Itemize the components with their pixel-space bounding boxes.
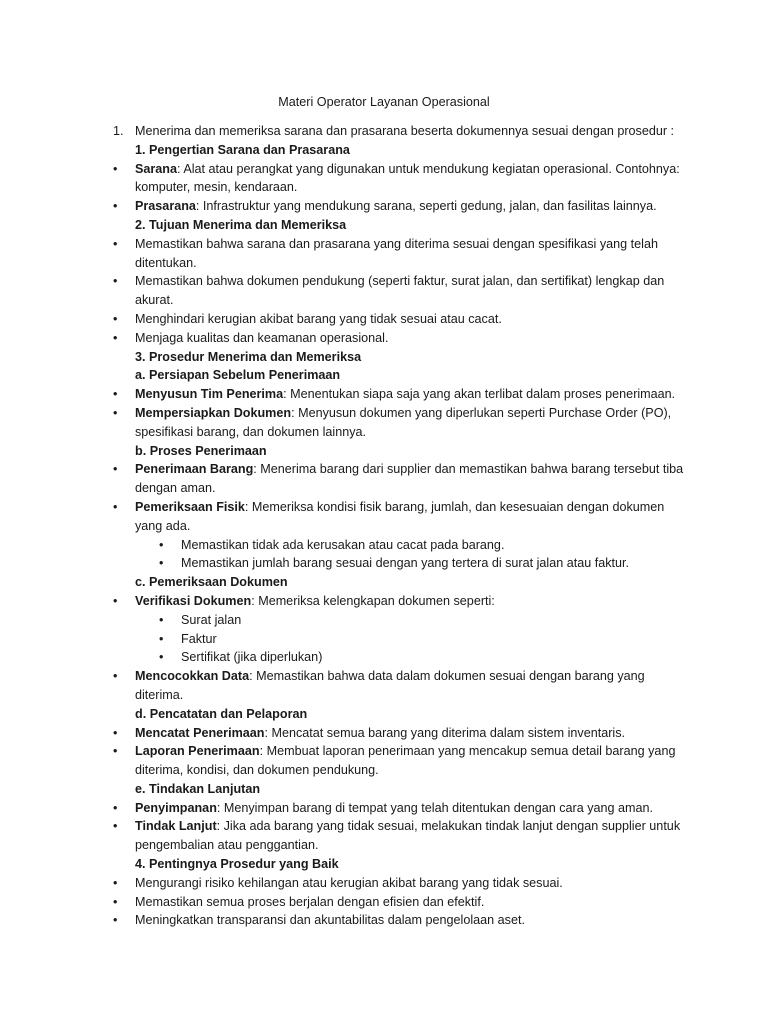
item-text: : Memastikan bahwa data dalam dokumen sesuai dengan barang yang diterima. — [135, 669, 645, 702]
list-item — [0, 385, 768, 404]
term-label: Penyimpanan — [135, 800, 217, 815]
list-item — [0, 742, 768, 780]
bullet-marker: • — [113, 499, 118, 514]
section-heading — [0, 366, 768, 385]
sub-list-item — [0, 630, 768, 649]
item-text: : Membuat laporan penerimaan yang mencakup semua detail barang yang diterima, kondisi, dan dokumen pendukung. — [135, 744, 676, 778]
heading-text: c. Pemeriksaan Dokumen — [135, 575, 288, 590]
document-body — [0, 122, 768, 930]
item-text: Surat jalan — [181, 612, 242, 627]
bullet-marker: • — [113, 330, 118, 345]
bullet-marker: • — [113, 199, 118, 214]
list-item — [0, 235, 768, 273]
item-text: : Jika ada barang yang tidak sesuai, melakukan tindak lanjut dengan supplier untuk pengembalian atau penggantian. — [135, 819, 681, 853]
bullet-marker: • — [113, 236, 118, 251]
list-item — [0, 197, 768, 216]
section-heading — [0, 705, 768, 724]
term-label: Verifikasi Dokumen — [135, 593, 252, 608]
document-title: Materi Operator Layanan Operasional — [278, 95, 490, 109]
bullet-marker: • — [113, 462, 118, 477]
term-label: Mempersiapkan Dokumen — [135, 405, 292, 420]
bullet-marker: • — [113, 800, 118, 815]
bullet-marker: • — [113, 405, 118, 420]
item-text: Memastikan jumlah barang sesuai dengan yang tertera di surat jalan atau faktur. — [181, 556, 630, 571]
item-text: : Menerima barang dari supplier dan memastikan bahwa barang tersebut tiba dengan aman. — [135, 462, 684, 496]
bullet-marker: • — [113, 875, 118, 890]
list-item — [0, 799, 768, 818]
item-text: Menghindari kerugian akibat barang yang tidak sesuai atau cacat. — [135, 311, 502, 326]
bullet-marker: • — [113, 669, 118, 684]
list-item — [0, 160, 768, 198]
list-item — [0, 817, 768, 855]
section-heading — [0, 141, 768, 160]
item-text: : Alat atau perangkat yang digunakan untuk mendukung kegiatan operasional. Contohnya: komputer, mesin, kendaraan. — [135, 161, 680, 195]
item-text: Memastikan tidak ada kerusakan atau cacat pada barang. — [181, 537, 505, 552]
section-heading — [0, 573, 768, 592]
item-text: : Memeriksa kelengkapan dokumen seperti: — [251, 593, 495, 608]
item-text: : Infrastruktur yang mendukung sarana, seperti gedung, jalan, dan fasilitas lainnya. — [195, 199, 657, 214]
bullet-marker: • — [159, 556, 164, 571]
section-heading — [0, 780, 768, 799]
heading-text: 4. Pentingnya Prosedur yang Baik — [135, 857, 339, 872]
list-item — [0, 874, 768, 893]
term-label: Sarana — [135, 161, 178, 176]
bullet-marker: • — [113, 593, 118, 608]
term-label: Tindak Lanjut — [135, 819, 217, 834]
heading-text: b. Proses Penerimaan — [135, 443, 267, 458]
list-item — [0, 911, 768, 930]
item-text: Menerima dan memeriksa sarana dan prasarana beserta dokumennya sesuai dengan prosedur : — [135, 124, 675, 138]
section-heading — [0, 855, 768, 874]
list-item — [0, 404, 768, 442]
list-item — [0, 592, 768, 611]
term-label: Penerimaan Barang — [135, 462, 254, 477]
list-item — [0, 310, 768, 329]
sub-list-item — [0, 611, 768, 630]
term-label: Mencatat Penerimaan — [135, 725, 265, 740]
heading-text: 2. Tujuan Menerima dan Memeriksa — [135, 217, 347, 232]
list-item — [0, 893, 768, 912]
bullet-marker: • — [113, 725, 118, 740]
item-text: Faktur — [181, 631, 217, 646]
heading-text: d. Pencatatan dan Pelaporan — [135, 706, 308, 721]
item-text: Meningkatkan transparansi dan akuntabilitas dalam pengelolaan aset. — [135, 913, 525, 928]
heading-text: e. Tindakan Lanjutan — [135, 781, 261, 796]
heading-text: 3. Prosedur Menerima dan Memeriksa — [135, 349, 362, 364]
bullet-marker: • — [113, 819, 118, 834]
bullet-marker: • — [113, 913, 118, 928]
sub-list-item — [0, 536, 768, 555]
term-label: Menyusun Tim Penerima — [135, 387, 284, 402]
bullet-marker: • — [159, 612, 164, 627]
heading-text: a. Persiapan Sebelum Penerimaan — [135, 368, 341, 383]
item-text: : Menyimpan barang di tempat yang telah ditentukan dengan cara yang aman. — [216, 800, 654, 815]
list-item — [0, 498, 768, 536]
bullet-marker: • — [159, 537, 164, 552]
item-text: : Mencatat semua barang yang diterima dalam sistem inventaris. — [264, 725, 625, 740]
term-label: Laporan Penerimaan — [135, 744, 260, 759]
section-heading — [0, 442, 768, 461]
list-item — [0, 667, 768, 705]
bullet-marker: • — [113, 387, 118, 402]
heading-text: 1. Pengertian Sarana dan Prasarana — [135, 142, 350, 157]
term-label: Mencocokkan Data — [135, 669, 250, 684]
item-text: Sertifikat (jika diperlukan) — [181, 650, 323, 665]
item-text: : Memeriksa kondisi fisik barang, jumlah, dan kesesuaian dengan dokumen yang ada. — [135, 499, 665, 533]
bullet-marker: • — [113, 894, 118, 909]
section-heading — [0, 348, 768, 367]
bullet-marker: • — [159, 650, 164, 665]
list-number: 1. — [113, 124, 124, 138]
list-item — [0, 460, 768, 498]
item-text: Mengurangi risiko kehilangan atau kerugian akibat barang yang tidak sesuai. — [135, 875, 563, 890]
list-item — [0, 272, 768, 310]
item-text: Memastikan bahwa dokumen pendukung (seperti faktur, surat jalan, dan sertifikat) lengkap dan akurat. — [135, 274, 665, 308]
sub-list-item — [0, 648, 768, 667]
item-text: : Menentukan siapa saja yang akan terlibat dalam proses penerimaan. — [283, 387, 676, 402]
item-text: : Menyusun dokumen yang diperlukan seperti Purchase Order (PO), spesifikasi barang, dan dokumen lainnya. — [135, 405, 672, 439]
item-text: Memastikan bahwa sarana dan prasarana yang diterima sesuai dengan spesifikasi yang telah ditentukan. — [135, 236, 658, 270]
numbered-item — [0, 122, 768, 141]
list-item — [0, 724, 768, 743]
term-label: Pemeriksaan Fisik — [135, 499, 245, 514]
bullet-marker: • — [113, 161, 118, 176]
section-heading — [0, 216, 768, 235]
bullet-marker: • — [159, 631, 164, 646]
item-text: Memastikan semua proses berjalan dengan efisien dan efektif. — [135, 894, 485, 909]
list-item — [0, 329, 768, 348]
bullet-marker: • — [113, 274, 118, 289]
term-label: Prasarana — [135, 199, 196, 214]
item-text: Menjaga kualitas dan keamanan operasional. — [135, 330, 389, 345]
bullet-marker: • — [113, 744, 118, 759]
sub-list-item — [0, 554, 768, 573]
bullet-marker: • — [113, 311, 118, 326]
